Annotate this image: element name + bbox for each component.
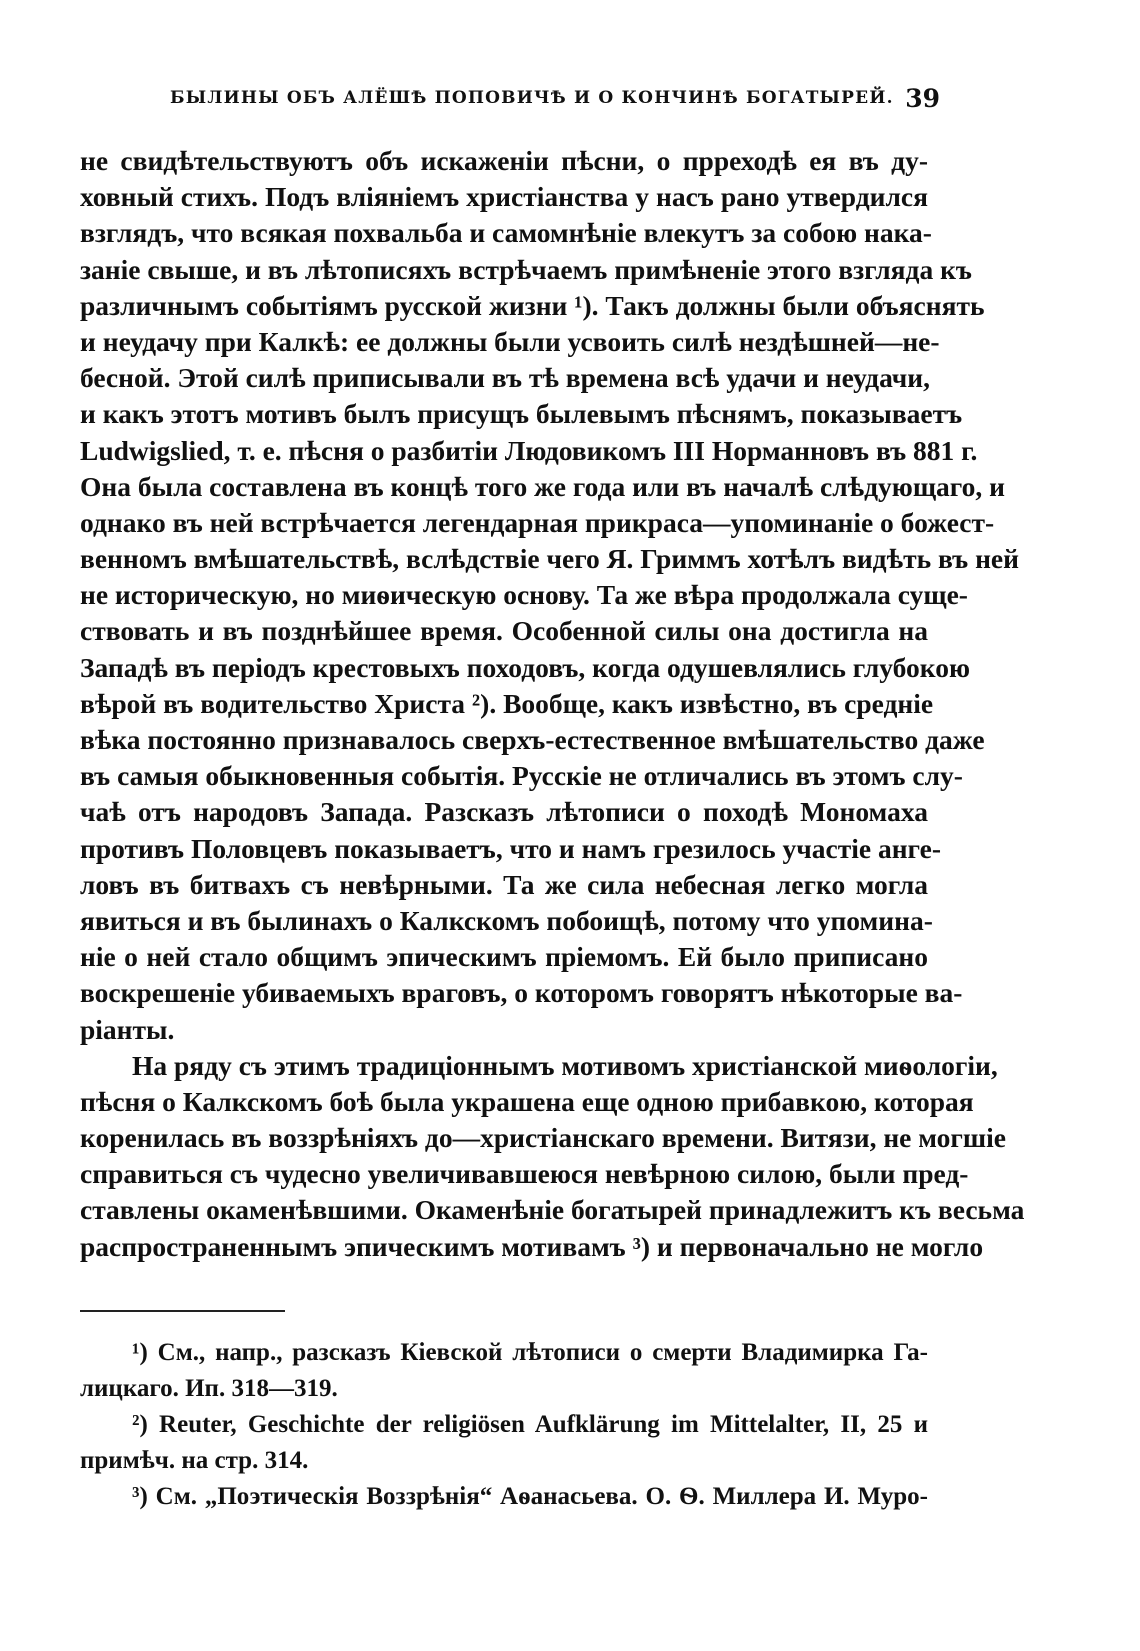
text-line: Западѣ въ періодъ крестовыхъ походовъ, когда одушевлялись глубокою [80,651,971,683]
text-line: Она была составлена въ концѣ того же года или въ началѣ слѣдующаго, и [80,470,1005,502]
text-line: бесной. Этой силѣ приписывали въ тѣ времена всѣ удачи и неудачи, [80,362,930,394]
footnote-separator [80,1310,285,1313]
text-line: пѣсня о Калкскомъ боѣ была украшена еще одною прибавкою, которая [80,1085,974,1117]
text-line: венномъ вмѣшательствѣ, вслѣдствіе чего Я. Гриммъ хотѣлъ видѣть въ ней [80,543,1019,575]
text-line: однако въ ней встрѣчается легендарная прикраса—упоминаніе о божест- [80,506,995,538]
body-text [80,143,1025,1265]
text-line: ніе о ней стало общимъ эпическимъ пріемомъ. Ей было приписано [80,941,928,973]
text-line: Ludwigslied, т. е. пѣсня о разбитіи Людовикомъ III Норманновъ въ 881 г. [80,434,978,466]
text-line: ховный стихъ. Подъ вліяніемъ христіанства у насъ рано утвердился [80,181,928,213]
text-line: ріанты. [80,1013,175,1045]
text-line: не историческую, но миѳическую основу. Та же вѣра продолжала суще- [80,579,968,611]
text-line: заніе свыше, и въ лѣтописяхъ встрѣчаемъ примѣненіе этого взгляда къ [80,253,972,285]
text-line: и какъ этотъ мотивъ былъ присущъ былевымъ пѣснямъ, показываетъ [80,398,963,430]
text-line: ловъ въ битвахъ съ невѣрными. Та же сила небесная легко могла [80,868,928,900]
text-line: различнымъ событіямъ русской жизни ¹). Такъ должны были объяснять [80,289,985,321]
page-number: 39 [905,84,940,113]
footnote-line: ¹) См., напр., разсказъ Кіевской лѣтописи о смерти Владимирка Га- [132,1339,928,1366]
paragraph-start-line: На ряду съ этимъ традиціоннымъ мотивомъ христіанской миѳологіи, [132,1049,998,1081]
footnote-line: лицкаго. Ип. 318—319. [80,1375,338,1402]
running-head: БЫЛИНЫ ОБЪ АЛЁШѢ ПОПОВИЧѢ И О КОНЧИНѢ БОГАТЫРЕЙ. [170,88,894,108]
text-line: взглядъ, что всякая похвальба и самомнѣніе влекутъ за собою нака- [80,217,932,249]
text-line: чаѣ отъ народовъ Запада. Разсказъ лѣтописи о походѣ Мономаха [80,796,928,828]
footnote-line: ²) Reuter, Geschichte der religiösen Aufklärung im Mittelalter, II, 25 и [132,1411,928,1438]
footnotes [80,1335,928,1515]
text-line: не свидѣтельствуютъ объ искаженіи пѣсни, о прреходѣ ея въ ду- [80,145,928,176]
text-line: распространеннымъ эпическимъ мотивамъ ³) и первоначально не могло [80,1230,984,1262]
text-line: справиться съ чудесно увеличивавшеюся невѣрною силою, были пред- [80,1158,969,1190]
text-line: противъ Половцевъ показываетъ, что и намъ грезилось участіе анге- [80,832,942,864]
text-line: воскрешеніе убиваемыхъ враговъ, о которомъ говорятъ нѣкоторые ва- [80,977,963,1009]
footnote-line: примѣч. на стр. 314. [80,1447,309,1474]
text-line: въ самыя обыкновенныя событія. Русскіе не отличались въ этомъ слу- [80,760,963,792]
text-line: ствовать и въ позднѣйшее время. Особенной силы она достигла на [80,615,928,647]
text-line: коренилась въ воззрѣніяхъ до—христіанскаго времени. Витязи, не могшіе [80,1122,1006,1154]
text-line: вѣка постоянно признавалось сверхъ-естественное вмѣшательство даже [80,724,985,755]
page-header [170,84,940,118]
text-line: явиться и въ былинахъ о Калкскомъ побоищѣ, потому что упомина- [80,904,933,936]
footnote-line: ³) См. „Поэтическія Воззрѣнія“ Аѳанасьева. О. Ѳ. Миллера И. Муро- [132,1483,928,1510]
text-line: ставлены окаменѣвшими. Окаменѣніе богатырей принадлежитъ къ весьма [80,1194,1025,1226]
text-line: и неудачу при Калкѣ: ее должны были усвоить силѣ нездѣшней—не- [80,325,940,357]
text-line: вѣрой въ водительство Христа ²). Вообще, какъ извѣстно, въ средніе [80,687,934,719]
